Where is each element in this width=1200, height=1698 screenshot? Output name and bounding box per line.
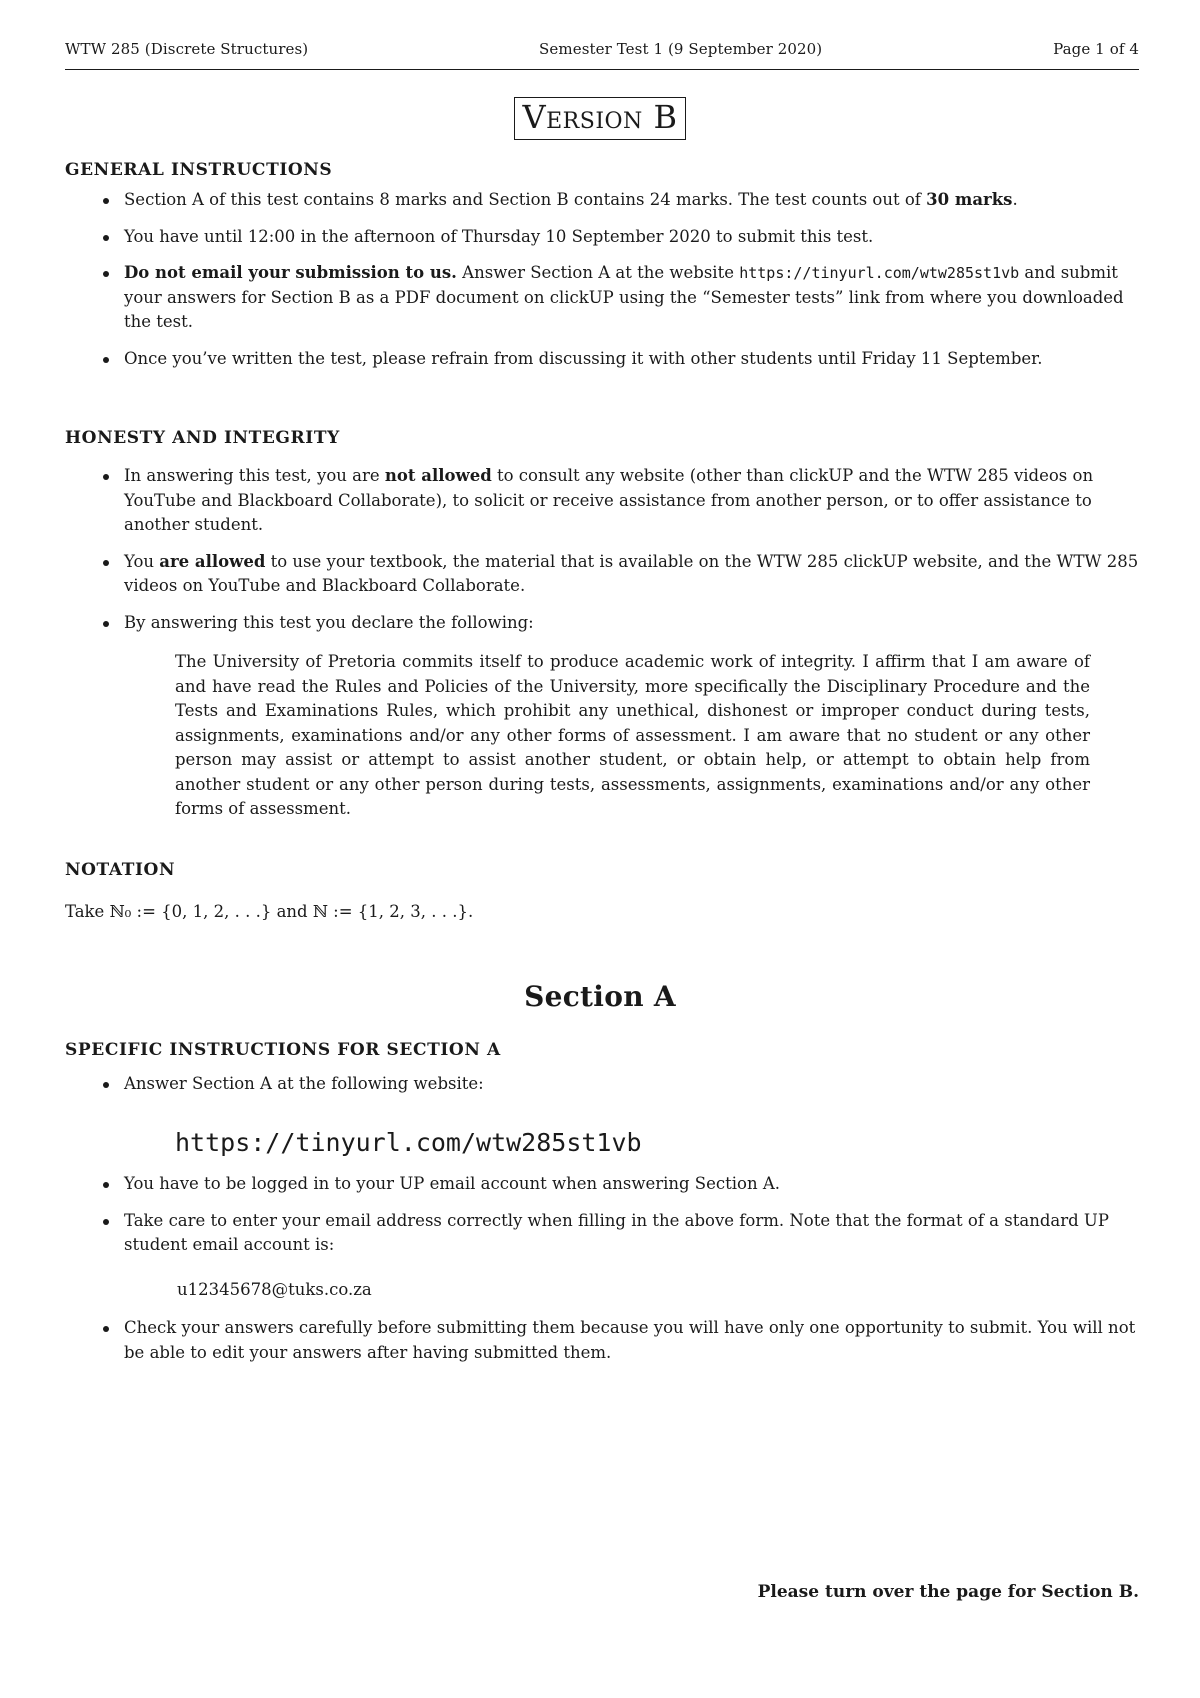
bullet-icon: [103, 621, 109, 627]
warning-text: Do not email your submission to us.: [124, 263, 457, 282]
item-text: You have to be logged in to your UP email account when answering Section A.: [124, 1174, 780, 1193]
item-text: to use your textbook, the material that is available on the WTW 285 clickUP website, and the WTW 285 videos on YouTube and Blackboard Collaborate.: [124, 551, 1139, 595]
general-instructions-heading: GENERAL INSTRUCTIONS: [65, 160, 333, 180]
list-item: [100, 1316, 1140, 1365]
bullet-icon: [103, 357, 109, 363]
list-item: [100, 550, 1140, 599]
item-text: You: [124, 551, 160, 571]
running-header: [65, 40, 1139, 58]
section-a-list-1: [100, 1072, 1140, 1109]
item-text: By answering this test you declare the following:: [124, 612, 534, 632]
section-a-list-3: [100, 1316, 1140, 1377]
course-name: WTW 285 (Discrete Structures): [65, 40, 309, 58]
emphasis-text: not allowed: [384, 466, 492, 485]
list-item: [100, 1209, 1140, 1258]
email-format-example: u12345678@tuks.co.za: [177, 1280, 372, 1299]
general-instructions-list: [100, 188, 1140, 383]
item-text: and submit your answers for Section B as a PDF document on clickUP using the “Semester tests” link from where you downloaded the test.: [124, 263, 1124, 331]
page-number: Page 1 of 4: [1053, 40, 1139, 58]
version-container: [0, 97, 1200, 140]
bullet-icon: [103, 1326, 109, 1332]
list-item: [100, 1072, 1140, 1097]
emphasis-text: are allowed: [159, 551, 266, 571]
item-text: Answer Section A at the website: [456, 263, 740, 282]
list-item: [100, 261, 1140, 335]
list-item: [100, 188, 1140, 213]
bullet-icon: [103, 1082, 109, 1088]
total-marks: 30 marks: [926, 190, 1013, 209]
list-item: [100, 464, 1140, 538]
item-text: to consult any website (other than clickUP and the WTW 285 videos on YouTube and Blackboard Collaborate), to solicit or receive assistance from another person, or to offer assistance to another student.: [124, 466, 1094, 534]
section-a-list-2: [100, 1172, 1140, 1270]
list-item: [100, 611, 1140, 636]
bullet-icon: [103, 198, 109, 204]
honesty-list: [100, 464, 1140, 647]
bullet-icon: [103, 1182, 109, 1188]
item-text: Section A of this test contains 8 marks and Section B contains 24 marks. The test counts out of: [124, 190, 927, 209]
item-text: Take care to enter your email address correctly when filling in the above form. Note that the format of a standard UP student email account is:: [124, 1210, 1109, 1254]
section-a-link[interactable]: https://tinyurl.com/wtw285st1vb: [739, 264, 1020, 282]
item-text: Answer Section A at the following website:: [124, 1074, 484, 1093]
bullet-icon: [103, 474, 109, 480]
notation-text: Take ℕ₀ := {0, 1, 2, . . .} and ℕ := {1, 2, 3, . . .}.: [65, 902, 474, 921]
integrity-declaration: The University of Pretoria commits itself to produce academic work of integrity. I affirm that I am aware of and have read the Rules and Policies of the University, more specifically the Disciplinary Procedure and the Tests and Examinations Rules, which prohibit any unethical, dishonest or improper conduct during tests, assignments, examinations and/or any other forms of assessment. I am aware that no student or any other person may assist or attempt to assist another student, or obtain help, or attempt to obtain help from another student or any other person during tests, assessments, assignments, examinations and/or any other forms of assessment.: [175, 652, 1090, 818]
list-item: [100, 225, 1140, 250]
item-text: Check your answers carefully before submitting them because you will have only one opportunity to submit. You will not be able to edit your answers after having submitted them.: [124, 1318, 1136, 1362]
version-label: Version B: [514, 97, 687, 140]
item-text: Once you’ve written the test, please refrain from discussing it with other students until Friday 11 September.: [124, 348, 1043, 368]
notation-heading: NOTATION: [65, 860, 176, 880]
item-text: In answering this test, you are: [124, 466, 385, 485]
item-text: .: [1012, 190, 1018, 209]
header-rule: [65, 69, 1139, 70]
section-a-url[interactable]: https://tinyurl.com/wtw285st1vb: [175, 1128, 642, 1157]
item-text: You have until 12:00 in the afternoon of Thursday 10 September 2020 to submit this test.: [124, 226, 874, 246]
bullet-icon: [103, 560, 109, 566]
list-item: [100, 347, 1140, 372]
bullet-icon: [103, 1219, 109, 1225]
test-date: Semester Test 1 (9 September 2020): [539, 40, 823, 58]
bullet-icon: [103, 271, 109, 277]
section-a-title: Section A: [524, 980, 676, 1013]
list-item: [100, 1172, 1140, 1197]
honesty-heading: HONESTY AND INTEGRITY: [65, 428, 340, 448]
bullet-icon: [103, 235, 109, 241]
turn-over-note: Please turn over the page for Section B.: [757, 1582, 1139, 1602]
section-a-instructions-heading: SPECIFIC INSTRUCTIONS FOR SECTION A: [65, 1040, 501, 1060]
